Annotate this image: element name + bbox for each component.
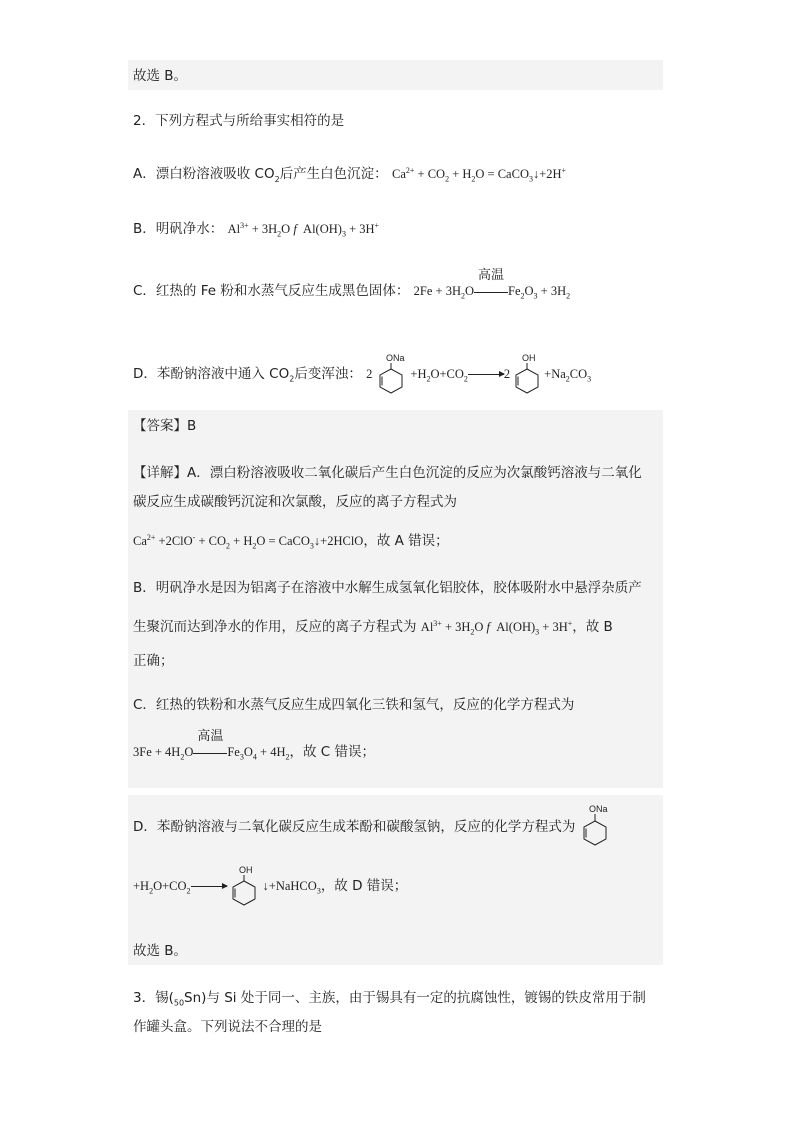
detail-b-1: B．明矾净水是因为铝离子在溶液中水解生成氢氧化铝胶体，胶体吸附水中悬浮杂质产 — [133, 580, 642, 596]
detail-a-3 — [133, 528, 449, 557]
q2-option-d: D．苯酚钠溶液中通入 $CO_2$后变浑浊： 2 ONa $+H_2O+CO_2$ 2 OH $+Na_2CO_3$ — [133, 352, 591, 392]
detail-c-end: ，故 C 错误； — [289, 744, 375, 760]
answer: 【答案】B — [133, 418, 197, 434]
equation-detail-d: $+H_2O+CO_2$ — [133, 879, 191, 896]
svg-text:ONa: ONa — [589, 804, 608, 814]
equation-detail-c: $3Fe + 4H_2O$ 高温 $Fe_3O_4 + 4H_2$ — [133, 729, 290, 762]
q3-line-1 — [133, 988, 646, 1014]
phenol-icon — [510, 352, 544, 396]
detail-d-end: ，故 D 错误； — [320, 878, 408, 894]
option-d-text: D．苯酚钠溶液中通入 CO — [133, 366, 290, 382]
equation-detail-a: $Ca^{2+} +2ClO^- + CO_2 + H_2O$ = CaCO$_3$↓+2HClO — [133, 533, 364, 551]
q3-line-2: 作罐头盒。下列说法不合理的是 — [133, 1019, 322, 1035]
option-d-text2: 后变浑浊： — [294, 366, 362, 382]
q3-text-b: Sn)与 Si 处于同一、主族，由于锡具有一定的抗腐蚀性，镀锡的铁皮常用于制 — [184, 990, 646, 1006]
detail-d-text: D．苯酚钠溶液与二氧化碳反应生成苯酚和碳酸氢钠，反应的化学方程式为 — [133, 819, 576, 835]
detail-b-end: ，故 B — [572, 619, 613, 636]
coef-2: 2 — [366, 367, 373, 381]
q3-text-a: 3．锡( — [133, 990, 174, 1006]
sodium-phenoxide-icon — [372, 352, 410, 396]
detail-a-end: ，故 A 错误； — [363, 533, 449, 550]
option-b-text: B．明矾净水： — [133, 221, 224, 238]
equation-d-mid: $+H_2O+CO_2$ — [410, 367, 468, 384]
equation-c: $2Fe + 3H_2O$ 高温 $Fe_2O_3 + 3H_2$ — [413, 268, 571, 301]
coef-2b: 2 — [503, 367, 511, 381]
select-b: 故选 B。 — [133, 943, 188, 959]
svg-text:OH: OH — [522, 353, 536, 363]
condition-label: 高温 — [197, 729, 224, 744]
detail-d-2 — [133, 864, 407, 908]
detail-d-1 — [133, 802, 615, 852]
detail-a-2: 碳反应生成碳酸钙沉淀和次氯酸，反应的离子方程式为 — [133, 494, 457, 510]
q3-sub: 50 — [173, 998, 185, 1008]
highlight-band — [128, 60, 663, 90]
option-a-text: A．漂白粉溶液吸收 CO — [133, 166, 275, 183]
option-a-text2: 后产生白色沉淀： — [279, 166, 388, 183]
equation-detail-b: $Al^{3+} + 3H_2O$ f $Al(OH)_3 + 3H^+$ — [420, 619, 573, 637]
detail-b-text: 生聚沉而达到净水的作用，反应的离子方程式为 — [133, 619, 421, 636]
phenol-icon — [227, 864, 263, 908]
q2-option-a: A．漂白粉溶液吸收 $CO_2$后产生白色沉淀： $Ca^{2+} + CO_2 + H_2O$ = CaCO$_3$↓+2H+ — [133, 166, 567, 184]
detail-b-3: 正确； — [133, 653, 174, 669]
condition-label: 高温 — [477, 268, 504, 283]
detail-c-1: C．红热的铁粉和水蒸气反应生成四氧化三铁和氢气，反应的化学方程式为 — [133, 697, 575, 713]
top-select: 故选 B。 — [133, 68, 188, 84]
sodium-phenoxide-icon — [575, 803, 615, 851]
detail-c-2 — [133, 729, 375, 768]
equation-a: $Ca^{2+} + CO_2 + H_2O$ = CaCO$_3$↓+2H+ — [391, 166, 567, 184]
detail-a-1: 【详解】A．漂白粉溶液吸收二氧化碳后产生白色沉淀的反应为次氯酸钙溶液与二氧化 — [133, 465, 642, 481]
q2-option-b — [133, 216, 379, 245]
equation-b: $Al^{3+} + 3H_2O$ f $Al(OH)_3 + 3H^+$ — [227, 221, 380, 239]
svg-text:OH: OH — [238, 865, 253, 875]
equation-d-end: $+Na_2CO_3$ — [544, 367, 592, 384]
equation-detail-d-end: ↓+NaHCO$_3$ — [262, 879, 321, 896]
q2-stem: 2．下列方程式与所给事实相符的是 — [133, 113, 345, 129]
option-c-text: C．红热的 Fe 粉和水蒸气反应生成黑色固体： — [133, 283, 410, 299]
reaction-arrow-icon — [191, 886, 227, 887]
svg-text:ONa: ONa — [386, 353, 405, 363]
detail-b-2 — [133, 614, 613, 643]
q2-option-c — [133, 268, 571, 307]
reaction-arrow-icon — [468, 374, 504, 375]
